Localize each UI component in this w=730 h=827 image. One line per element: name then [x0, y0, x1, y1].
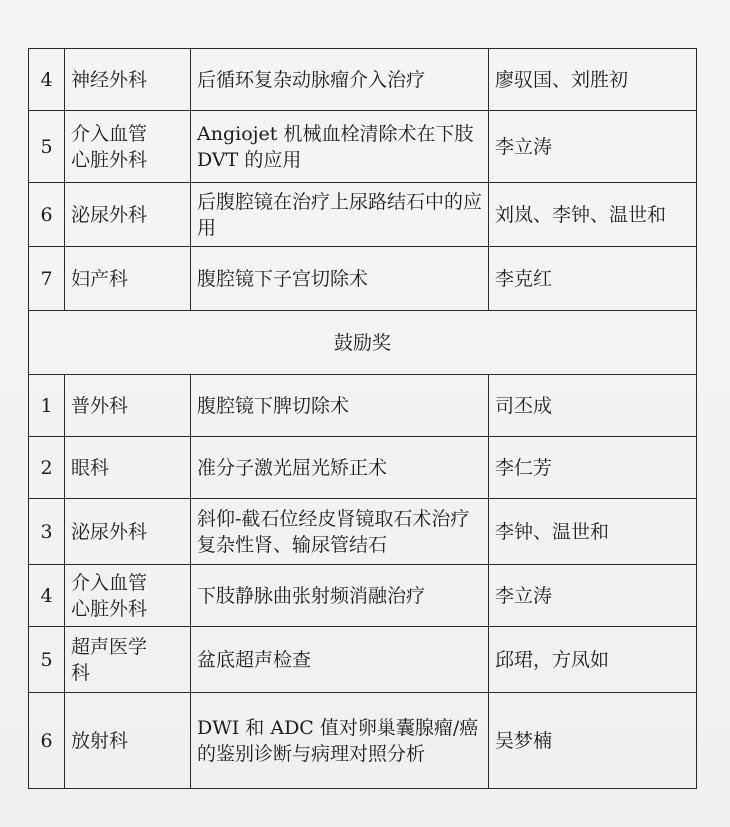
table-row [29, 375, 697, 437]
row-number: 2 [29, 437, 65, 499]
row-number: 7 [29, 247, 65, 311]
project-cell: 准分子激光屈光矫正术 [191, 437, 489, 499]
department-line: 心脏外科 [71, 148, 148, 171]
department-cell: 神经外科 [65, 49, 191, 111]
person-cell: 李钟、温世和 [489, 499, 697, 565]
person-cell: 李立涛 [489, 111, 697, 183]
table-row [29, 49, 697, 111]
department-cell: 眼科 [65, 437, 191, 499]
project-cell: 后循环复杂动脉瘤介入治疗 [191, 49, 489, 111]
table-row [29, 247, 697, 311]
department-line: 心脏外科 [71, 597, 148, 620]
project-cell: Angiojet 机械血栓清除术在下肢 DVT 的应用 [191, 111, 489, 183]
department-cell: 放射科 [65, 693, 191, 789]
table-row [29, 693, 697, 789]
project-cell: 下肢静脉曲张射频消融治疗 [191, 565, 489, 627]
department-line: 超声医学 [71, 635, 148, 658]
row-number: 3 [29, 499, 65, 565]
row-number: 6 [29, 183, 65, 247]
row-number: 5 [29, 627, 65, 693]
department-line: 介入血管 [71, 122, 148, 145]
table-row [29, 627, 697, 693]
row-number: 1 [29, 375, 65, 437]
project-cell: 腹腔镜下子宫切除术 [191, 247, 489, 311]
person-cell: 廖驭国、刘胜初 [489, 49, 697, 111]
table-row [29, 111, 697, 183]
row-number: 6 [29, 693, 65, 789]
row-number: 4 [29, 49, 65, 111]
department-cell: 普外科 [65, 375, 191, 437]
person-cell: 司丕成 [489, 375, 697, 437]
department-cell: 泌尿外科 [65, 183, 191, 247]
table-row [29, 437, 697, 499]
table-row [29, 565, 697, 627]
table-row [29, 499, 697, 565]
person-cell: 邱珺，方凤如 [489, 627, 697, 693]
person-cell: 李仁芳 [489, 437, 697, 499]
department-cell: 妇产科 [65, 247, 191, 311]
project-cell: 腹腔镜下脾切除术 [191, 375, 489, 437]
project-cell: 盆底超声检查 [191, 627, 489, 693]
department-cell [65, 111, 191, 183]
department-cell: 泌尿外科 [65, 499, 191, 565]
department-cell [65, 627, 191, 693]
row-number: 4 [29, 565, 65, 627]
row-number: 5 [29, 111, 65, 183]
person-cell: 李立涛 [489, 565, 697, 627]
person-cell: 刘岚、李钟、温世和 [489, 183, 697, 247]
department-line: 介入血管 [71, 571, 148, 594]
project-cell: 斜仰-截石位经皮肾镜取石术治疗复杂性肾、输尿管结石 [191, 499, 489, 565]
section-title: 鼓励奖 [29, 311, 697, 375]
person-cell: 李克红 [489, 247, 697, 311]
project-cell: 后腹腔镜在治疗上尿路结石中的应用 [191, 183, 489, 247]
person-cell: 吴梦楠 [489, 693, 697, 789]
table-row [29, 183, 697, 247]
award-table [28, 48, 697, 789]
project-cell: DWI 和 ADC 值对卵巢囊腺瘤/癌的鉴别诊断与病理对照分析 [191, 693, 489, 789]
department-cell [65, 565, 191, 627]
section-row [29, 311, 697, 375]
department-line: 科 [71, 661, 91, 684]
